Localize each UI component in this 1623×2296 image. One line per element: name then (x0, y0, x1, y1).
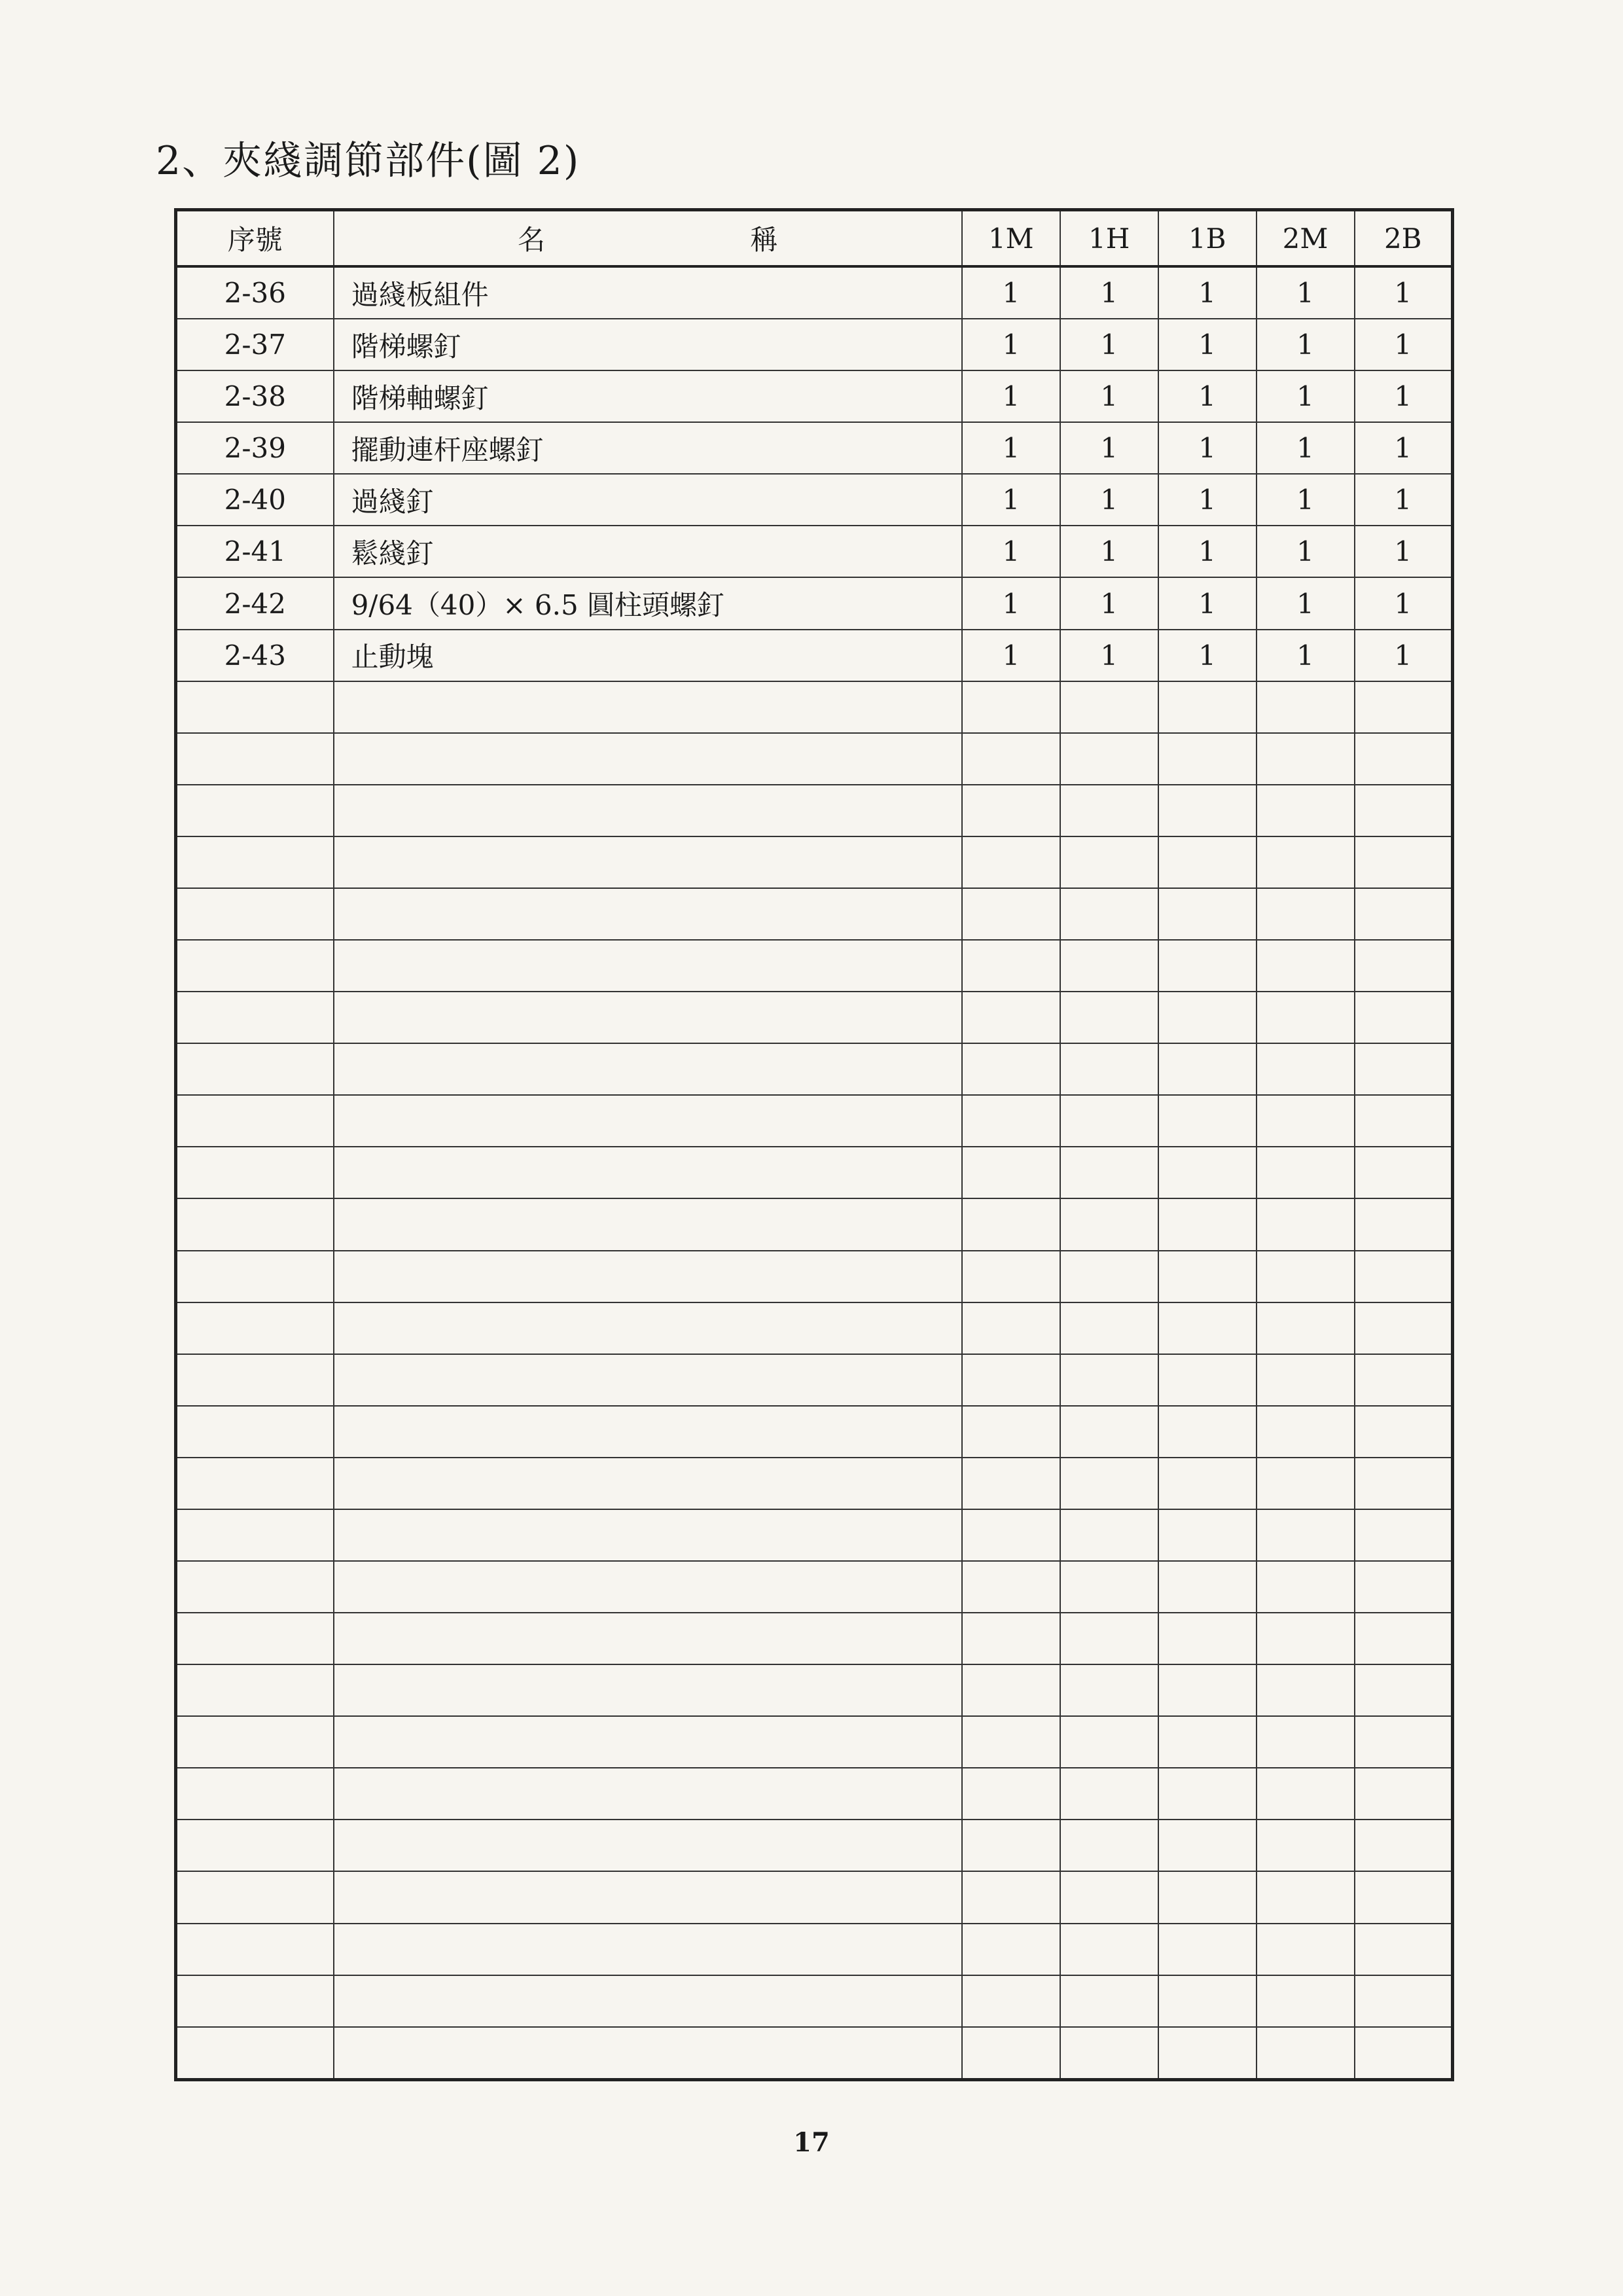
empty-cell (1355, 1664, 1453, 1716)
table-row (176, 370, 1453, 422)
empty-cell (1355, 1198, 1453, 1250)
empty-cell (1060, 1147, 1158, 1198)
empty-cell (1355, 1613, 1453, 1664)
empty-cell (1355, 1509, 1453, 1561)
empty-cell (1355, 785, 1453, 836)
empty-cell (962, 1924, 1060, 1975)
empty-cell (1060, 1924, 1158, 1975)
empty-cell (1060, 1251, 1158, 1302)
empty-cell (1257, 1561, 1355, 1613)
empty-row (176, 1664, 1453, 1716)
empty-cell (176, 1198, 334, 1250)
empty-row (176, 1820, 1453, 1871)
cell-qty: 1 (962, 526, 1060, 577)
empty-row (176, 1561, 1453, 1613)
empty-cell (176, 1664, 334, 1716)
empty-cell (962, 1458, 1060, 1509)
table-row (176, 577, 1453, 629)
empty-cell (962, 1509, 1060, 1561)
cell-no: 2-39 (176, 422, 334, 474)
empty-cell (962, 2027, 1060, 2080)
empty-row (176, 785, 1453, 836)
empty-row (176, 1043, 1453, 1095)
empty-cell (1158, 681, 1257, 733)
header-qty-2b: 2B (1355, 210, 1453, 267)
empty-cell (1355, 1147, 1453, 1198)
empty-row (176, 1147, 1453, 1198)
empty-cell (962, 1820, 1060, 1871)
table-row (176, 474, 1453, 526)
empty-cell (1355, 1975, 1453, 2027)
empty-cell (176, 1251, 334, 1302)
empty-cell (962, 940, 1060, 992)
empty-cell (176, 1613, 334, 1664)
empty-cell (1158, 1302, 1257, 1354)
empty-cell (962, 1198, 1060, 1250)
empty-cell (962, 1406, 1060, 1458)
empty-cell (962, 1871, 1060, 1923)
empty-row (176, 2027, 1453, 2080)
cell-name: 止動塊 (334, 630, 962, 681)
empty-cell (1158, 1509, 1257, 1561)
empty-cell (176, 785, 334, 836)
empty-cell (1060, 1302, 1158, 1354)
empty-cell (334, 1975, 962, 2027)
empty-cell (334, 1924, 962, 1975)
cell-qty: 1 (1158, 526, 1257, 577)
cell-qty: 1 (1257, 319, 1355, 370)
cell-name: 階梯軸螺釘 (334, 370, 962, 422)
empty-cell (1158, 785, 1257, 836)
empty-cell (962, 1251, 1060, 1302)
cell-qty: 1 (1060, 319, 1158, 370)
empty-cell (1257, 1043, 1355, 1095)
empty-cell (1060, 1095, 1158, 1147)
empty-cell (1257, 1406, 1355, 1458)
cell-qty: 1 (1060, 526, 1158, 577)
empty-cell (1257, 1354, 1355, 1406)
empty-cell (334, 1664, 962, 1716)
table-body (176, 266, 1453, 2080)
empty-cell (1257, 1871, 1355, 1923)
empty-cell (962, 1302, 1060, 1354)
table-row (176, 266, 1453, 319)
empty-cell (1355, 1871, 1453, 1923)
empty-cell (962, 1043, 1060, 1095)
empty-cell (1158, 1458, 1257, 1509)
empty-row (176, 836, 1453, 888)
cell-qty: 1 (962, 266, 1060, 319)
cell-qty: 1 (1355, 577, 1453, 629)
empty-cell (176, 1561, 334, 1613)
empty-cell (334, 733, 962, 785)
empty-cell (334, 1871, 962, 1923)
empty-cell (1257, 1251, 1355, 1302)
cell-name: 擺動連杆座螺釘 (334, 422, 962, 474)
empty-cell (334, 1820, 962, 1871)
empty-cell (1257, 1198, 1355, 1250)
header-qty-2m: 2M (1257, 210, 1355, 267)
cell-qty: 1 (1158, 370, 1257, 422)
header-no: 序號 (176, 210, 334, 267)
empty-cell (1158, 733, 1257, 785)
empty-cell (1158, 940, 1257, 992)
cell-qty: 1 (962, 474, 1060, 526)
empty-cell (1158, 888, 1257, 940)
empty-cell (1158, 992, 1257, 1043)
empty-cell (962, 733, 1060, 785)
empty-cell (334, 681, 962, 733)
empty-cell (1257, 733, 1355, 785)
empty-row (176, 1509, 1453, 1561)
empty-cell (1355, 992, 1453, 1043)
empty-cell (1257, 1975, 1355, 2027)
empty-cell (1257, 1716, 1355, 1768)
empty-cell (1355, 1924, 1453, 1975)
cell-qty: 1 (1158, 422, 1257, 474)
empty-cell (334, 836, 962, 888)
empty-cell (1257, 1509, 1355, 1561)
empty-cell (176, 1924, 334, 1975)
cell-qty: 1 (1355, 526, 1453, 577)
empty-cell (1257, 1302, 1355, 1354)
cell-qty: 1 (1158, 319, 1257, 370)
empty-cell (1158, 1768, 1257, 1820)
empty-cell (334, 1768, 962, 1820)
cell-qty: 1 (1158, 266, 1257, 319)
empty-cell (176, 681, 334, 733)
cell-name: 過綫板組件 (334, 266, 962, 319)
empty-cell (962, 681, 1060, 733)
cell-qty: 1 (1355, 630, 1453, 681)
cell-name: 鬆綫釘 (334, 526, 962, 577)
empty-cell (1158, 1251, 1257, 1302)
empty-row (176, 1095, 1453, 1147)
empty-row (176, 1716, 1453, 1768)
cell-qty: 1 (1060, 630, 1158, 681)
empty-cell (1355, 2027, 1453, 2080)
empty-cell (1060, 1354, 1158, 1406)
empty-cell (1060, 1975, 1158, 2027)
empty-cell (1355, 733, 1453, 785)
cell-qty: 1 (1060, 266, 1158, 319)
empty-cell (1060, 681, 1158, 733)
empty-cell (1355, 1302, 1453, 1354)
empty-cell (1257, 1458, 1355, 1509)
empty-cell (962, 785, 1060, 836)
empty-cell (334, 940, 962, 992)
empty-cell (1257, 1768, 1355, 1820)
empty-cell (1060, 940, 1158, 992)
table-row (176, 526, 1453, 577)
page-title: 2、夾綫調節部件(圖 2) (156, 138, 580, 184)
empty-cell (1158, 1095, 1257, 1147)
header-qty-1b: 1B (1158, 210, 1257, 267)
empty-cell (1060, 992, 1158, 1043)
cell-qty: 1 (1257, 266, 1355, 319)
empty-cell (1158, 1924, 1257, 1975)
empty-cell (1355, 681, 1453, 733)
table-header-row (176, 210, 1453, 267)
empty-cell (1158, 1406, 1257, 1458)
empty-cell (176, 1095, 334, 1147)
cell-qty: 1 (1158, 474, 1257, 526)
empty-cell (962, 1147, 1060, 1198)
empty-cell (1060, 1458, 1158, 1509)
empty-cell (334, 992, 962, 1043)
parts-table (174, 208, 1454, 2081)
empty-cell (1158, 1198, 1257, 1250)
empty-cell (962, 836, 1060, 888)
empty-row (176, 1871, 1453, 1923)
cell-no: 2-38 (176, 370, 334, 422)
empty-cell (176, 2027, 334, 2080)
empty-row (176, 940, 1453, 992)
empty-cell (1158, 1561, 1257, 1613)
empty-cell (1257, 1147, 1355, 1198)
empty-cell (334, 1354, 962, 1406)
empty-cell (176, 1975, 334, 2027)
empty-row (176, 1924, 1453, 1975)
empty-cell (176, 1406, 334, 1458)
empty-cell (1355, 1561, 1453, 1613)
empty-cell (1355, 1820, 1453, 1871)
cell-name: 9/64（40）× 6.5 圓柱頭螺釘 (334, 577, 962, 629)
empty-cell (176, 1716, 334, 1768)
cell-qty: 1 (1355, 422, 1453, 474)
empty-row (176, 1251, 1453, 1302)
empty-cell (1355, 940, 1453, 992)
empty-row (176, 1302, 1453, 1354)
empty-row (176, 733, 1453, 785)
empty-cell (176, 836, 334, 888)
empty-cell (1257, 940, 1355, 992)
empty-cell (1060, 2027, 1158, 2080)
empty-cell (1257, 1613, 1355, 1664)
cell-qty: 1 (1257, 526, 1355, 577)
empty-cell (1158, 1043, 1257, 1095)
cell-qty: 1 (1257, 422, 1355, 474)
cell-qty: 1 (1355, 370, 1453, 422)
empty-row (176, 1406, 1453, 1458)
empty-cell (1355, 1095, 1453, 1147)
cell-no: 2-41 (176, 526, 334, 577)
empty-cell (334, 785, 962, 836)
empty-row (176, 1354, 1453, 1406)
empty-row (176, 888, 1453, 940)
empty-cell (176, 940, 334, 992)
empty-cell (334, 1406, 962, 1458)
cell-qty: 1 (962, 319, 1060, 370)
empty-cell (1355, 1458, 1453, 1509)
cell-qty: 1 (962, 630, 1060, 681)
empty-cell (176, 1458, 334, 1509)
empty-cell (1158, 1613, 1257, 1664)
empty-cell (1257, 888, 1355, 940)
empty-cell (962, 1768, 1060, 1820)
cell-no: 2-37 (176, 319, 334, 370)
empty-cell (1158, 1354, 1257, 1406)
cell-qty: 1 (1060, 422, 1158, 474)
empty-cell (1158, 1716, 1257, 1768)
empty-cell (176, 1147, 334, 1198)
cell-qty: 1 (962, 577, 1060, 629)
empty-cell (1158, 1664, 1257, 1716)
empty-cell (334, 1198, 962, 1250)
table-row (176, 319, 1453, 370)
empty-cell (176, 992, 334, 1043)
empty-cell (1257, 1924, 1355, 1975)
cell-no: 2-42 (176, 577, 334, 629)
cell-name: 過綫釘 (334, 474, 962, 526)
table-row (176, 422, 1453, 474)
cell-qty: 1 (962, 370, 1060, 422)
empty-cell (1355, 1043, 1453, 1095)
empty-cell (1060, 1406, 1158, 1458)
empty-cell (962, 1716, 1060, 1768)
empty-cell (962, 992, 1060, 1043)
header-qty-1m: 1M (962, 210, 1060, 267)
empty-cell (1257, 1820, 1355, 1871)
empty-cell (334, 888, 962, 940)
empty-cell (962, 1561, 1060, 1613)
empty-cell (176, 888, 334, 940)
cell-qty: 1 (1257, 370, 1355, 422)
empty-cell (1158, 1871, 1257, 1923)
empty-cell (1355, 1354, 1453, 1406)
empty-cell (1257, 785, 1355, 836)
header-name: 名 稱 (334, 210, 962, 267)
empty-cell (176, 1354, 334, 1406)
cell-qty: 1 (1060, 370, 1158, 422)
empty-cell (1158, 2027, 1257, 2080)
empty-cell (334, 1716, 962, 1768)
empty-cell (334, 1147, 962, 1198)
empty-cell (176, 1302, 334, 1354)
empty-row (176, 681, 1453, 733)
empty-cell (962, 1664, 1060, 1716)
empty-cell (962, 1613, 1060, 1664)
empty-row (176, 1613, 1453, 1664)
empty-cell (1257, 992, 1355, 1043)
cell-qty: 1 (1257, 474, 1355, 526)
cell-qty: 1 (1060, 474, 1158, 526)
empty-cell (1060, 836, 1158, 888)
empty-cell (1060, 888, 1158, 940)
empty-cell (1355, 1406, 1453, 1458)
cell-qty: 1 (1158, 630, 1257, 681)
empty-cell (176, 1768, 334, 1820)
empty-cell (1060, 1664, 1158, 1716)
empty-cell (1158, 1975, 1257, 2027)
cell-qty: 1 (1355, 319, 1453, 370)
empty-cell (1060, 1043, 1158, 1095)
empty-cell (1060, 1509, 1158, 1561)
cell-qty: 1 (1060, 577, 1158, 629)
empty-cell (1060, 1198, 1158, 1250)
empty-row (176, 1458, 1453, 1509)
empty-cell (1257, 681, 1355, 733)
page-number: 17 (793, 2127, 830, 2158)
empty-cell (334, 1509, 962, 1561)
header-qty-1h: 1H (1060, 210, 1158, 267)
empty-cell (1158, 836, 1257, 888)
empty-cell (962, 1975, 1060, 2027)
empty-cell (1060, 785, 1158, 836)
empty-cell (1355, 1716, 1453, 1768)
empty-cell (1060, 1871, 1158, 1923)
empty-cell (176, 1820, 334, 1871)
empty-cell (176, 1509, 334, 1561)
empty-cell (1257, 836, 1355, 888)
cell-qty: 1 (1257, 577, 1355, 629)
cell-qty: 1 (1355, 474, 1453, 526)
cell-qty: 1 (962, 422, 1060, 474)
empty-cell (1257, 1095, 1355, 1147)
empty-cell (962, 888, 1060, 940)
empty-cell (1060, 1561, 1158, 1613)
empty-cell (1355, 1251, 1453, 1302)
empty-cell (962, 1354, 1060, 1406)
cell-name: 階梯螺釘 (334, 319, 962, 370)
empty-cell (962, 1095, 1060, 1147)
cell-qty: 1 (1355, 266, 1453, 319)
empty-cell (1158, 1147, 1257, 1198)
empty-cell (1355, 836, 1453, 888)
cell-qty: 1 (1158, 577, 1257, 629)
empty-cell (1060, 1716, 1158, 1768)
empty-cell (334, 2027, 962, 2080)
empty-cell (1257, 1664, 1355, 1716)
empty-row (176, 992, 1453, 1043)
table-row (176, 630, 1453, 681)
empty-cell (334, 1251, 962, 1302)
empty-cell (334, 1458, 962, 1509)
empty-cell (1060, 1768, 1158, 1820)
empty-cell (176, 1871, 334, 1923)
empty-cell (176, 733, 334, 785)
cell-qty: 1 (1257, 630, 1355, 681)
empty-cell (334, 1561, 962, 1613)
empty-cell (334, 1613, 962, 1664)
empty-cell (1158, 1820, 1257, 1871)
cell-no: 2-36 (176, 266, 334, 319)
empty-cell (334, 1302, 962, 1354)
empty-cell (1355, 1768, 1453, 1820)
empty-row (176, 1975, 1453, 2027)
empty-cell (1355, 888, 1453, 940)
empty-cell (176, 1043, 334, 1095)
cell-no: 2-43 (176, 630, 334, 681)
empty-cell (1060, 1613, 1158, 1664)
empty-cell (1060, 1820, 1158, 1871)
empty-cell (1060, 733, 1158, 785)
empty-row (176, 1198, 1453, 1250)
empty-cell (334, 1043, 962, 1095)
empty-row (176, 1768, 1453, 1820)
cell-no: 2-40 (176, 474, 334, 526)
empty-cell (1257, 2027, 1355, 2080)
empty-cell (334, 1095, 962, 1147)
